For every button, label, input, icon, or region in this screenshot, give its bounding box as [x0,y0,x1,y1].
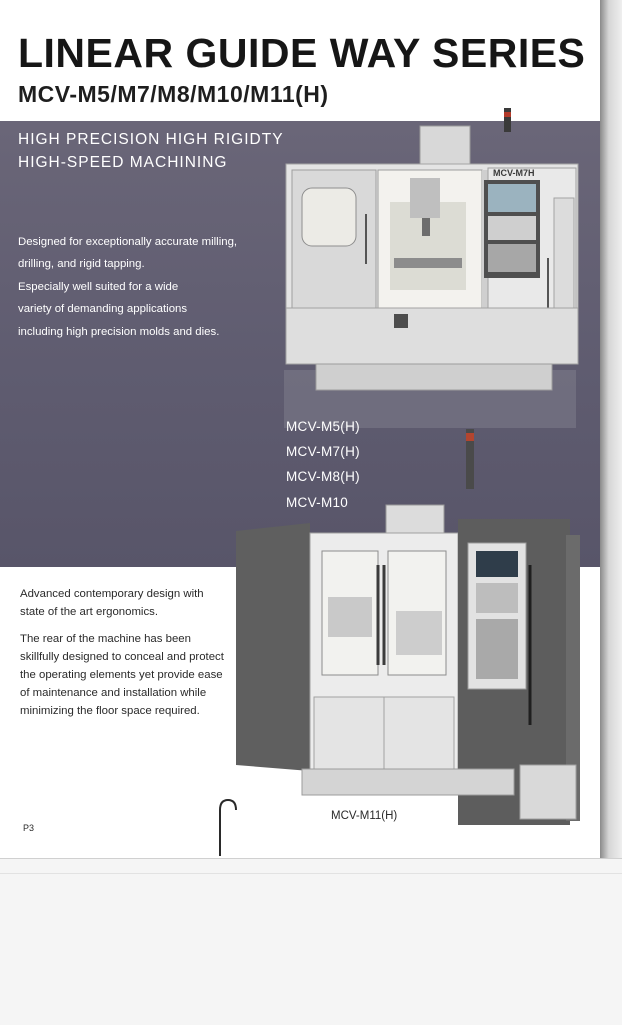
mcv-m7h-machine-image [276,108,584,430]
text-line: minimizing the floor space required. [20,705,200,717]
text-line: Advanced contemporary design with [20,588,204,600]
model-item: MCV-M10 [286,494,349,510]
design-paragraph [20,585,240,621]
text-line: skillfully designed to conceal and protect [20,651,224,663]
machine-caption: MCV-M11(H) [331,810,398,822]
cable-hook-graphic [210,796,240,858]
page-title: LINEAR GUIDE WAY SERIES [18,30,586,76]
description-line: variety of demanding applications [18,303,188,316]
text-line: of maintenance and installation while [20,687,207,699]
mcv-m11h-machine-image [230,425,596,855]
model-item: MCV-M7(H) [286,444,360,460]
divider [0,873,622,874]
description-line: drilling, and rigid tapping. [18,258,145,271]
design-paragraph [20,630,240,720]
headline-line: HIGH-SPEED MACHINING [18,154,228,171]
machine-badge: MCV-M7H [493,168,535,178]
description-line: Especially well suited for a wide [18,280,179,293]
page-edge-shadow [600,0,622,858]
text-line: The rear of the machine has been [20,633,191,645]
hero-headline [18,128,284,174]
model-item: MCV-M5(H) [286,419,360,434]
page-number: P3 [23,823,35,833]
description-line: including high precision molds and dies. [18,325,220,338]
text-line: state of the art ergonomics. [20,606,159,618]
scan-background [0,858,622,1025]
hero-description [18,231,237,343]
headline-line: HIGH PRECISION HIGH RIGIDTY [18,131,284,148]
description-line: Designed for exceptionally accurate milling, [18,236,238,248]
design-description [20,585,240,729]
model-item: MCV-M8(H) [286,469,360,485]
text-line: the operating elements yet provide ease [20,669,223,681]
model-series-subtitle: MCV-M5/M7/M8/M10/M11(H) [18,81,329,107]
